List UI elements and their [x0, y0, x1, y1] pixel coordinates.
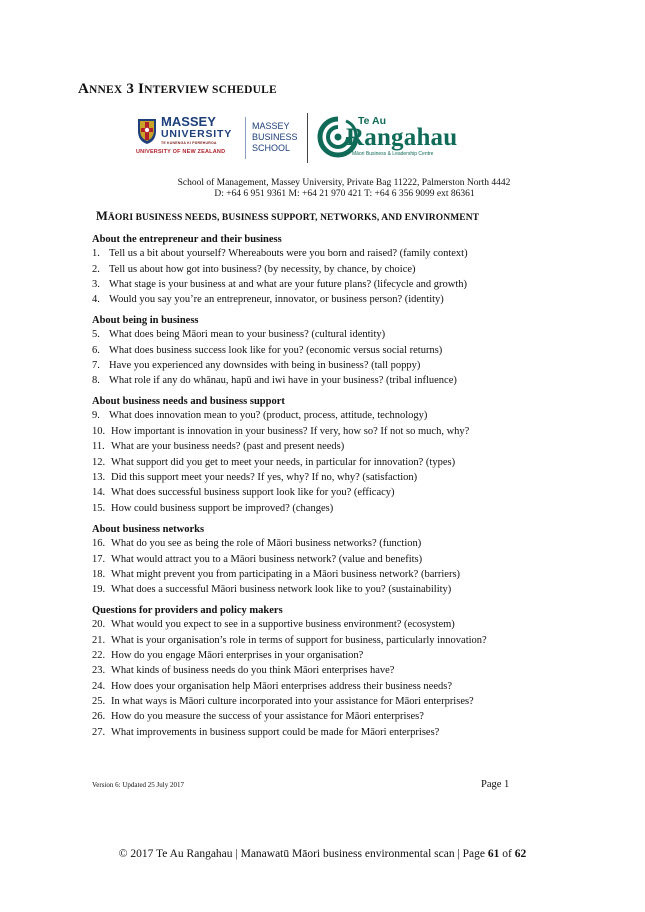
- section-heading: About being in business: [92, 315, 199, 326]
- massey-crest-icon: [136, 117, 158, 145]
- question-item: 22. How do you engage Māori enterprises in your organisation?: [92, 650, 364, 661]
- address-line: School of Management, Massey University, Private Bag 11222, Palmerston North 4442: [177, 178, 511, 188]
- question-item: 20. What would you expect to see in a supportive business environment? (ecosystem): [92, 619, 455, 630]
- question-item: 8. What role if any do whānau, hapū and iwi have in your business? (tribal influence): [92, 375, 457, 386]
- massey-wordmark: MASSEY UNIVERSITY TE KUNENGA KI PŪREHUROA: [161, 114, 233, 145]
- section-heading: Questions for providers and policy makers: [92, 605, 283, 616]
- divider: [307, 113, 308, 163]
- version-note: Version 6: Updated 25 July 2017: [92, 781, 184, 789]
- question-item: 7. Have you experienced any downsides with being in business? (tall poppy): [92, 360, 421, 371]
- question-item: 27. What improvements in business support could be made for Māori enterprises?: [92, 727, 440, 738]
- schedule-heading: MĀORI BUSINESS NEEDS, BUSINESS SUPPORT, NETWORKS, AND ENVIRONMENT: [96, 209, 480, 223]
- question-item: 23. What kinds of business needs do you think Māori enterprises have?: [92, 665, 395, 676]
- question-item: 1. Tell us a bit about yourself? Whereabouts were you born and raised? (family context): [92, 248, 468, 259]
- question-item: 21. What is your organisation’s role in terms of support for business, particularly innovation?: [92, 635, 487, 646]
- rangahau-prefix: Te Au: [358, 115, 386, 127]
- question-item: 17. What would attract you to a Māori business network? (value and benefits): [92, 554, 423, 565]
- question-item: 5. What does being Māori mean to your business? (cultural identity): [92, 329, 386, 340]
- contact-line: D: +64 6 951 9361 M: +64 21 970 421 T: +64 6 356 9099 ext 86361: [214, 189, 475, 199]
- question-item: 2. Tell us about how got into business? (by necessity, by chance, by choice): [92, 264, 416, 275]
- question-item: 24. How does your organisation help Māori enterprises address their business needs?: [92, 681, 452, 692]
- question-item: 16. What do you see as being the role of Māori business networks? (function): [92, 538, 422, 549]
- question-item: 14. What does successful business support look like for you? (efficacy): [92, 487, 395, 498]
- question-item: 9. What does innovation mean to you? (product, process, attitude, technology): [92, 410, 428, 421]
- section-heading: About the entrepreneur and their business: [92, 234, 282, 245]
- question-item: 6. What does business success look like for you? (economic versus social returns): [92, 345, 443, 356]
- question-item: 18. What might prevent you from participating in a Māori business network? (barriers): [92, 569, 461, 580]
- question-item: 15. How could business support be improved? (changes): [92, 503, 334, 514]
- question-item: 3. What stage is your business at and what are your future plans? (lifecycle and growth): [92, 279, 468, 290]
- question-item: 4. Would you say you’re an entrepreneur, innovator, or business person? (identity): [92, 294, 444, 305]
- massey-business-school-wordmark: MASSEY BUSINESS SCHOOL: [252, 121, 298, 153]
- question-item: 13. Did this support meet your needs? If yes, why? If no, why? (satisfaction): [92, 472, 418, 483]
- page-footer: © 2017 Te Au Rangahau | Manawatū Māori business environmental scan | Page 61 of 62: [118, 848, 527, 860]
- question-item: 25. In what ways is Māori culture incorporated into your assistance for Māori enterprises?: [92, 696, 474, 707]
- divider: [245, 117, 246, 159]
- section-heading: About business networks: [92, 524, 205, 535]
- annex-title: ANNEX 3 INTERVIEW SCHEDULE: [78, 81, 277, 97]
- logo-strip: [136, 113, 464, 163]
- question-item: 12. What support did you get to meet your needs, in particular for innovation? (types): [92, 457, 456, 468]
- question-item: 10. How important is innovation in your business? If very, how so? If not so much, why?: [92, 426, 470, 437]
- rangahau-tagline: Māori Business & Leadership Centre: [352, 151, 434, 157]
- question-item: 19. What does a successful Māori business network look like to you? (sustainability): [92, 584, 452, 595]
- section-heading: About business needs and business support: [92, 396, 285, 407]
- question-item: 26. How do you measure the success of your assistance for Māori enterprises?: [92, 711, 424, 722]
- massey-nz-text: UNIVERSITY OF NEW ZEALAND: [136, 149, 226, 155]
- question-item: 11. What are your business needs? (past and present needs): [92, 441, 345, 452]
- rangahau-wordmark: Rangahau: [346, 124, 458, 151]
- inner-page-number: Page 1: [481, 779, 510, 790]
